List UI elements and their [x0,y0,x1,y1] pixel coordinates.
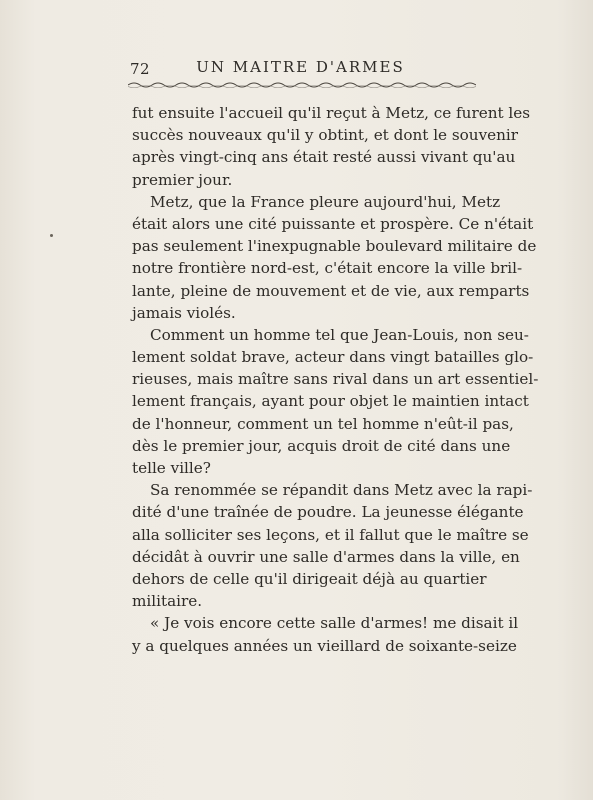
text-line: lement soldat brave, acteur dans vingt batailles glo- [132,348,534,367]
text-line: alla solliciter ses leçons, et il fallut que le maître se [132,525,529,544]
text-line: dès le premier jour, acquis droit de cité dans une [132,436,511,455]
text-line: premier jour. [132,170,233,189]
text-line: fut ensuite l'accueil qu'il reçut à Metz, ce furent les [132,104,531,122]
text-line: était alors une cité puissante et prospère. Ce n'était [132,214,534,233]
text-line: décidât à ouvrir une salle d'armes dans la ville, en [132,547,520,566]
text-line: telle ville? [132,459,211,477]
text-line: rieuses, mais maître sans rival dans un art essentiel- [132,370,539,389]
text-line: Sa renommée se répandit dans Metz avec la rapi- [150,481,533,500]
text-line: Comment un homme tel que Jean-Louis, non seu- [150,325,529,344]
text-line: lement français, ayant pour objet le maintien intact [132,392,529,411]
text-line: « Je vois encore cette salle d'armes! me disait il [150,614,519,633]
text-line: militaire. [132,592,203,611]
text-line: y a quelques années un vieillard de soixante-seize [132,636,517,655]
running-title: UN MAITRE D'ARMES [196,58,405,76]
text-line: succès nouveaux qu'il y obtint, et dont le souvenir [132,126,519,145]
text-line: Metz, que la France pleure aujourd'hui, Metz [150,192,501,211]
text-line: de l'honneur, comment un tel homme n'eût-il pas, [132,414,514,433]
text-line: dehors de celle qu'il dirigeait déjà au quartier [132,569,487,588]
text-line: lante, pleine de mouvement et de vie, aux remparts [132,281,530,300]
page-header [0,58,593,78]
header-rule-ornament [128,80,476,90]
page-number: 72 [130,60,151,78]
text-line: dité d'une traînée de poudre. La jeunesse élégante [132,503,524,522]
text-line: après vingt-cinq ans était resté aussi vivant qu'au [132,148,516,167]
text-line: jamais violés. [132,303,236,322]
text-line: pas seulement l'inexpugnable boulevard militaire de [132,237,537,256]
body-text [132,102,539,657]
text-line: notre frontière nord-est, c'était encore la ville bril- [132,259,523,278]
paper-speck [50,234,53,237]
